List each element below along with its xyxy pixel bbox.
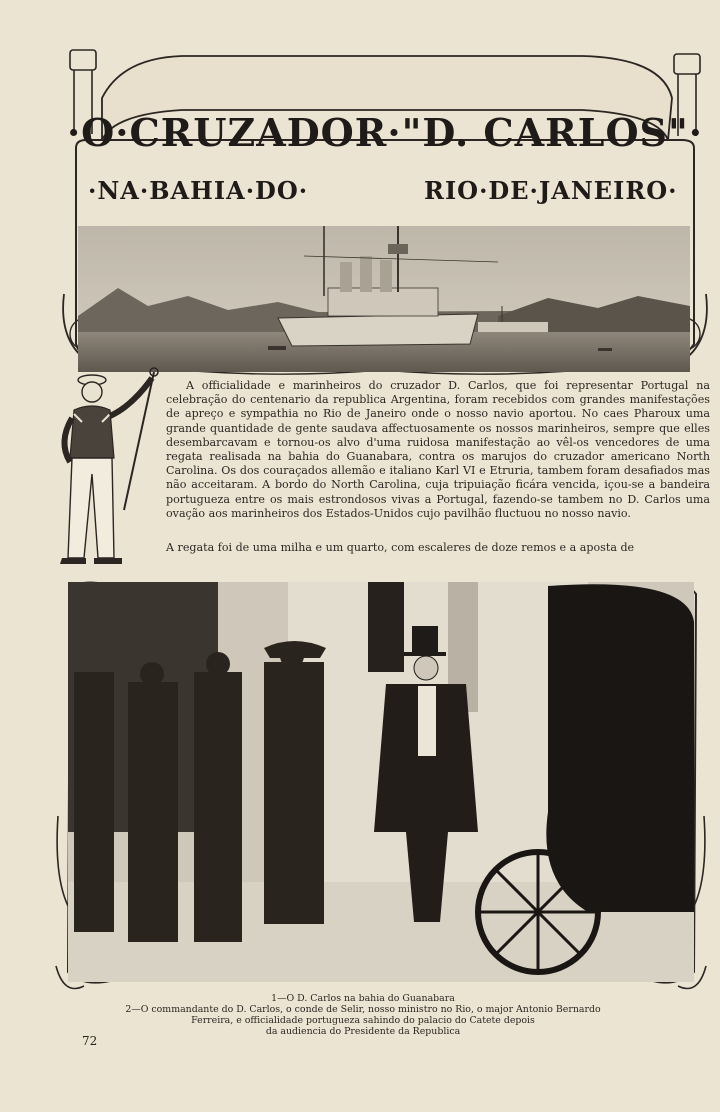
headline-subtitle-right: RIO·DE·JANEIRO· xyxy=(424,176,678,205)
cruiser-illustration xyxy=(78,226,690,372)
photo-captions xyxy=(120,993,606,1037)
caption-2-line-2: Ferreira, e officialidade portugueza sahindo do palacio do Catete depois xyxy=(191,1015,535,1026)
caption-2-line-1: 2—O commandante do D. Carlos, o conde de Selir, nosso ministro no Rio, o major Antonio Bernardo xyxy=(125,1004,601,1015)
article-paragraph-1: A officialidade e marinheiros do cruzador D. Carlos, que foi representar Portugal na celebração do centenario da republica Argentina, foram recebidos com grandes manifestações de apreço e sympathia no Rio de Janeiro onde o nosso navio aportou. No caes Pharoux uma grande quantidade de gente saudava affectuosamente os nossos marinheiros, sempre que elles desembarcavam e tornou-os alvo d'uma ruidosa manifestação ao vêl-os vencedores de uma regata realisada na bahia do Guanabara, contra os marujos do cruzador americano North Carolina. Os dos couraçados allemão e italiano Karl VI e Etruria, tambem foram desafiados mas não acceitaram. A bordo do North Carolina, cuja tripuiação ficára vencida, içou-se a bandeira portugueza entre os mais estrondosos vivas a Portugal, fazendo-se tambem no D. Carlos uma ovação aos marinheiros dos Estados-Unidos cujo pavilhão fluctuou no nosso navio. xyxy=(166,379,710,520)
officers-photo-frame xyxy=(54,576,708,992)
officers-scene-illustration xyxy=(68,582,694,982)
caption-2-line-3: da audiencia do Presidente da Republica xyxy=(265,1026,461,1037)
article-body xyxy=(166,379,710,521)
headline-title: ·O·CRUZADOR·"D. CARLOS"· xyxy=(66,110,704,155)
headline-subtitle-left: ·NA·BAHIA·DO· xyxy=(88,176,309,205)
caption-1: 1—O D. Carlos na bahia do Guanabara xyxy=(271,993,455,1004)
header-cartouche xyxy=(62,44,708,380)
page-number: 72 xyxy=(82,1034,98,1048)
officers-photo xyxy=(68,582,694,982)
cruiser-photo xyxy=(78,226,690,372)
article-paragraph-2: A regata foi de uma milha e um quarto, com escaleres de doze remos e a aposta de xyxy=(166,541,635,554)
